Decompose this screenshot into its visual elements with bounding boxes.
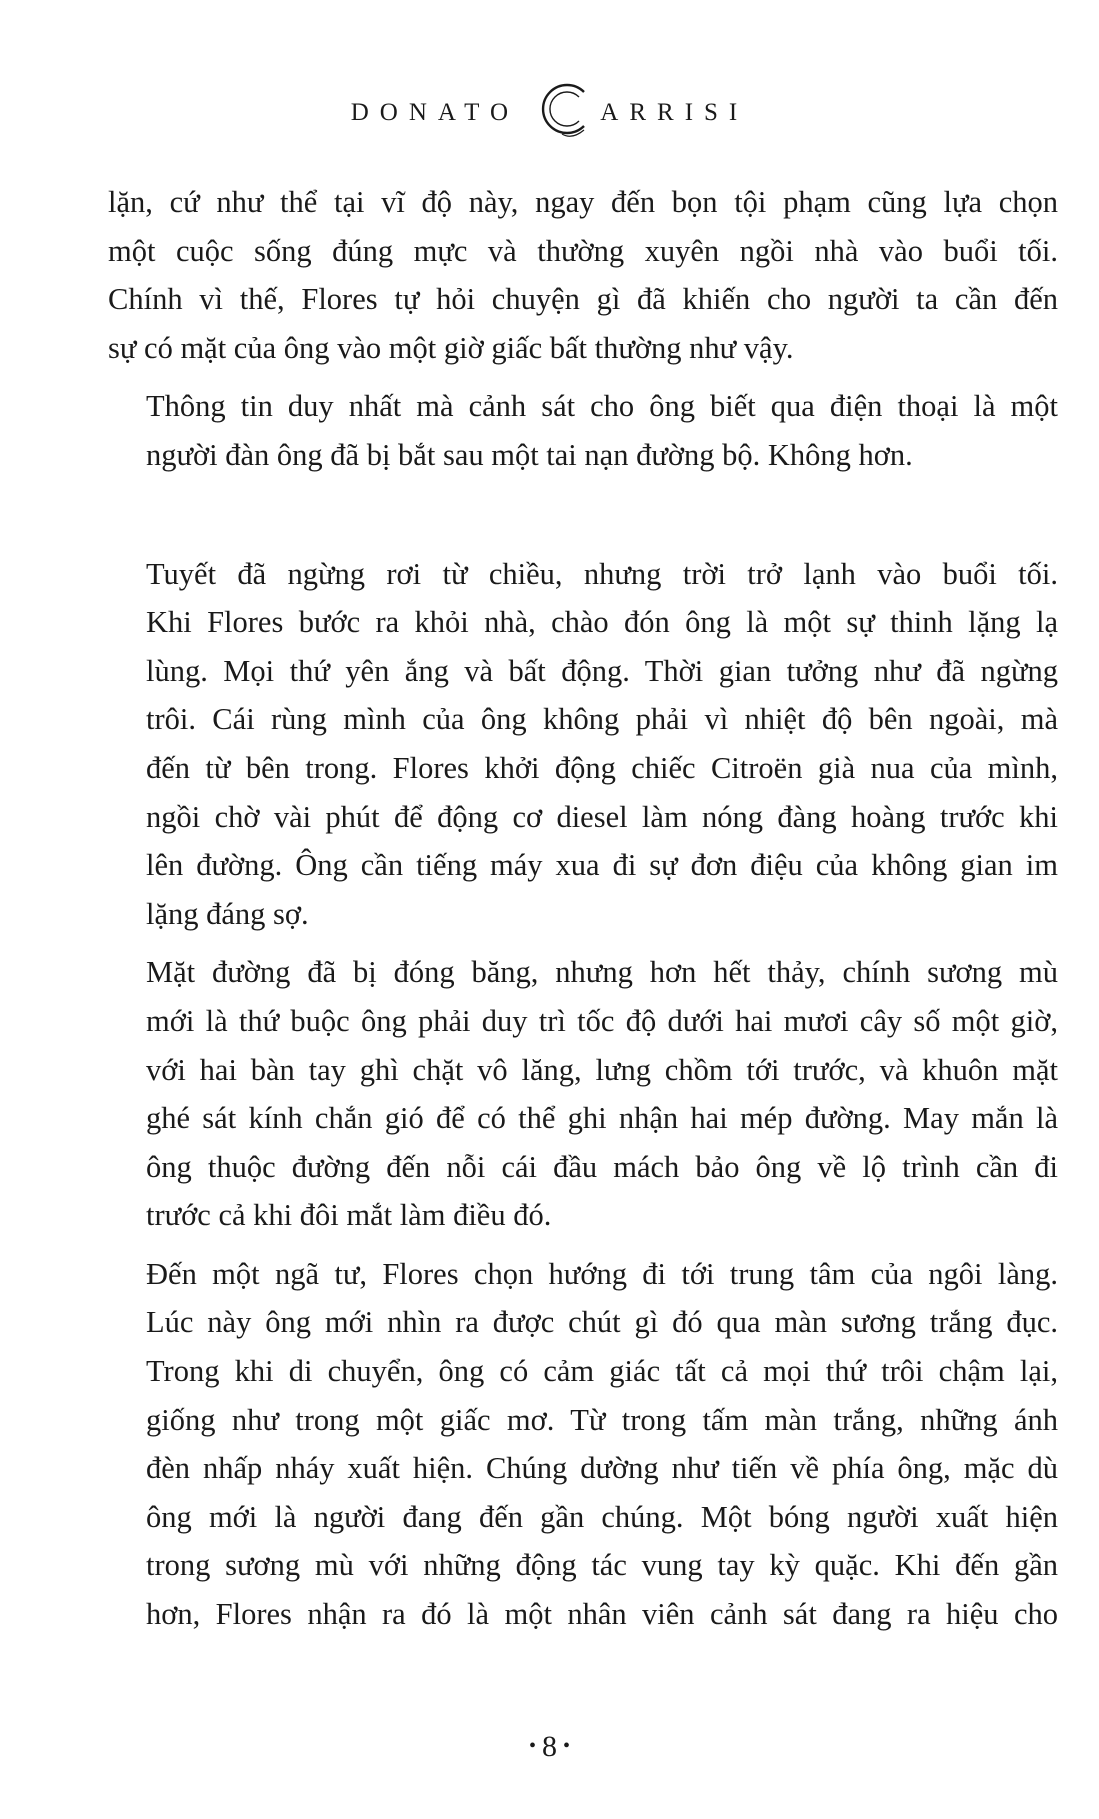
body-text	[108, 178, 1058, 1639]
text-line: trước cả khi đôi mắt làm điều đó.	[146, 1198, 552, 1233]
text-line: trong sương mù với những động tác vung tay kỳ quặc. Khi đến gần	[146, 1548, 1058, 1583]
text-line: trôi. Cái rùng mình của ông không phải vì nhiệt độ bên ngoài, mà	[146, 702, 1058, 737]
text-line: hơn, Flores nhận ra đó là một nhân viên cảnh sát đang ra hiệu cho	[146, 1597, 1058, 1632]
text-line: Trong khi di chuyển, ông có cảm giác tất cả mọi thứ trôi chậm lại,	[146, 1354, 1058, 1389]
paragraph	[108, 382, 1058, 479]
page-folio	[0, 1727, 1099, 1769]
text-line: Mặt đường đã bị đóng băng, nhưng hơn hết thảy, chính sương mù	[146, 955, 1058, 990]
paragraph	[108, 550, 1058, 939]
text-line: mới là thứ buộc ông phải duy trì tốc độ dưới hai mươi cây số một giờ,	[146, 1003, 1058, 1038]
text-line: Tuyết đã ngừng rơi từ chiều, nhưng trời trở lạnh vào buổi tối.	[146, 556, 1058, 591]
text-line: đèn nhấp nháy xuất hiện. Chúng dường như tiến về phía ông, mặc dù	[146, 1451, 1058, 1486]
text-line: một cuộc sống đúng mực và thường xuyên ngồi nhà vào buổi tối.	[108, 233, 1058, 268]
paragraph	[108, 178, 1058, 372]
folio-dot-left: •	[528, 1735, 536, 1758]
text-line: Đến một ngã tư, Flores chọn hướng đi tới trung tâm của ngôi làng.	[146, 1256, 1058, 1291]
author-first-name: DONATO	[350, 99, 520, 126]
text-line: người đàn ông đã bị bắt sau một tai nạn đường bộ. Không hơn.	[146, 437, 913, 472]
text-line: lên đường. Ông cần tiếng máy xua đi sự đơn điệu của không gian im	[146, 848, 1058, 883]
author-last-name-rest: ARRISI	[600, 99, 749, 126]
text-line: đến từ bên trong. Flores khởi động chiếc Citroën già nua của mình,	[146, 750, 1058, 785]
page-number: 8	[542, 1730, 557, 1763]
text-line: ông mới là người đang đến gần chúng. Một bóng người xuất hiện	[146, 1499, 1058, 1534]
text-line: ghé sát kính chắn gió để có thể ghi nhận hai mép đường. May mắn là	[146, 1101, 1058, 1136]
text-line: Thông tin duy nhất mà cảnh sát cho ông biết qua điện thoại là một	[146, 389, 1058, 424]
folio-dot-right: •	[563, 1735, 571, 1758]
text-line: giống như trong một giấc mơ. Từ trong tấm màn trắng, những ánh	[146, 1402, 1058, 1437]
running-head	[0, 82, 1099, 144]
carrisi-c-logo-icon	[534, 78, 596, 140]
text-line: ông thuộc đường đến nỗi cái đầu mách bảo ông về lộ trình cần đi	[146, 1149, 1058, 1184]
text-line: ngồi chờ vài phút để động cơ diesel làm nóng đàng hoàng trước khi	[146, 799, 1058, 834]
paragraph	[108, 948, 1058, 1240]
text-line: lặng đáng sợ.	[146, 896, 309, 931]
text-line: sự có mặt của ông vào một giờ giấc bất thường như vậy.	[108, 330, 794, 365]
text-line: với hai bàn tay ghì chặt vô lăng, lưng chồm tới trước, và khuôn mặt	[146, 1052, 1058, 1087]
text-line: lặn, cứ như thể tại vĩ độ này, ngay đến bọn tội phạm cũng lựa chọn	[108, 185, 1058, 219]
text-line: Chính vì thế, Flores tự hỏi chuyện gì đã khiến cho người ta cần đến	[108, 282, 1058, 317]
text-line: Khi Flores bước ra khỏi nhà, chào đón ông là một sự thinh lặng lạ	[146, 605, 1058, 640]
paragraph	[108, 1250, 1058, 1639]
text-line: lùng. Mọi thứ yên ắng và bất động. Thời gian tưởng như đã ngừng	[146, 653, 1058, 688]
text-line: Lúc này ông mới nhìn ra được chút gì đó qua màn sương trắng đục.	[146, 1305, 1058, 1340]
